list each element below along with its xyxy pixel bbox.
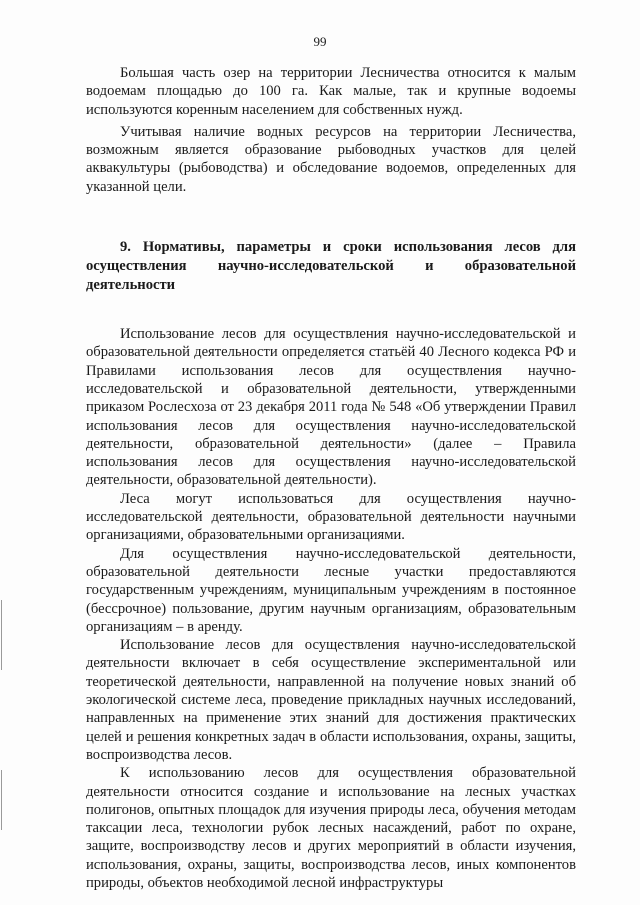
scan-edge-mark — [1, 770, 2, 830]
section-heading: 9. Нормативы, параметры и сроки использования лесов для осуществления научно-исследовательской и образовательной деятельности — [86, 239, 576, 294]
section-paragraph-3: Для осуществления научно-исследовательской деятельности, образовательной деятельности лесные участки предоставляются государственным учреждениям, муниципальным учреждениям в постоянное (бессрочное) пользование, другим научным организациям, образовательным организациям – в аренду. — [86, 545, 576, 635]
section-paragraph-4: Использование лесов для осуществления научно-исследовательской деятельности включает в себя осуществление экспериментальной или теоретической деятельности, направленной на получение новых знаний об экологической системе леса, проведение прикладных научных исследований, направленных на применение этих знаний для достижения практических целей и решения конкретных задач в области использования, охраны, защиты, воспроизводства лесов. — [86, 637, 576, 763]
section-paragraph-2: Леса могут использоваться для осуществления научно-исследовательской деятельности, образовательной деятельности научными организациями, образовательными организациями. — [86, 490, 576, 544]
section-paragraph-1: Использование лесов для осуществления научно-исследовательской и образовательной деятельности определяется статьёй 40 Лесного кодекса РФ и Правилами использования лесов для осуществления научно-исследовательской и образовательной деятельности, утвержденными приказом Рослесхоза от 23 декабря 2011 года № 548 «Об утверждении Правил использования лесов для осуществления научно-исследовательской деятельности, образовательной деятельности» (далее – Правила использования лесов для осуществления научно-исследовательской деятельности, образовательной деятельности). — [86, 326, 576, 489]
page-content — [86, 64, 576, 892]
intro-paragraph-2: Учитывая наличие водных ресурсов на территории Лесничества, возможным является образование рыбоводных участков для целей аквакультуры (рыбоводства) и обследование водоемов, определенных для указанной цели. — [86, 123, 576, 195]
intro-paragraph-1: Большая часть озер на территории Лесничества относится к малым водоемам площадью до 100 га. Как малые, так и крупные водоемы используются коренным населением для собственных нужд. — [86, 65, 576, 118]
scan-edge-mark — [1, 600, 2, 670]
page-number: 99 — [313, 34, 327, 49]
section-paragraph-5: К использованию лесов для осуществления образовательной деятельности относится создание и использование на лесных участках полигонов, опытных площадок для изучения природы леса, обучения методам таксации леса, технологии рубок лесных насаждений, работ по охране, защите, воспроизводству лесов и других мероприятий в области изучения, использования, охраны, защиты, воспроизводства лесов, иных компонентов природы, объектов необходимой лесной инфраструктуры — [86, 765, 576, 891]
